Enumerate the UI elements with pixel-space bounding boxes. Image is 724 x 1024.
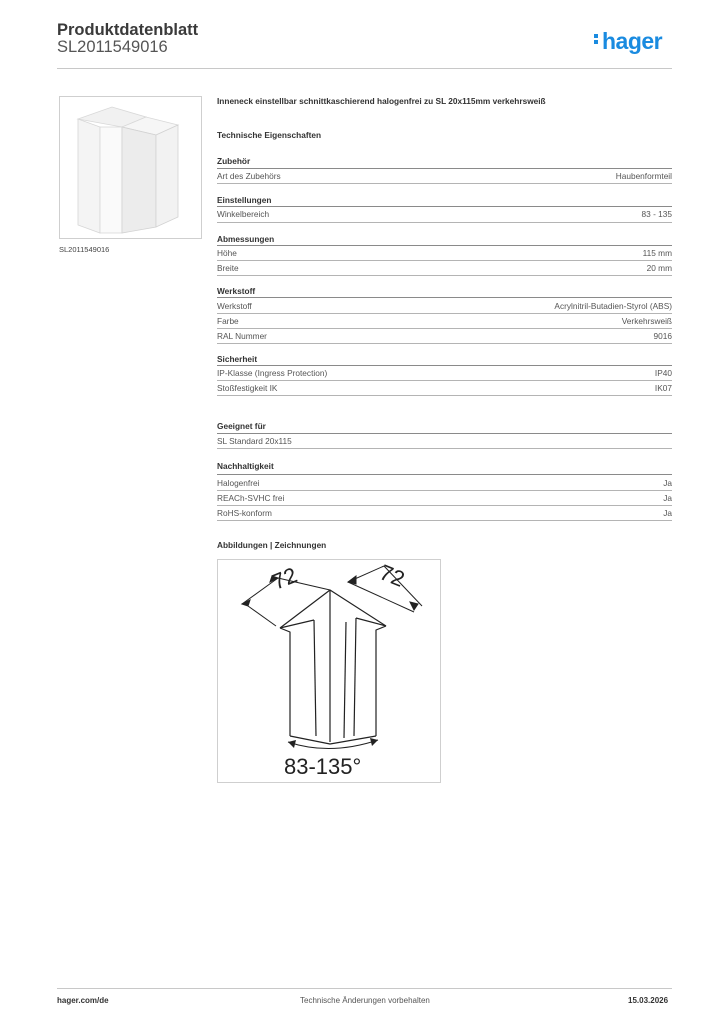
row-label: IP-Klasse (Ingress Protection) (217, 368, 328, 378)
row-value: 83 - 135 (641, 209, 672, 219)
row-divider (217, 395, 672, 396)
row-divider (217, 328, 672, 329)
logo-dots-icon (594, 32, 600, 46)
section-title-nachhaltigkeit: Nachhaltigkeit (217, 461, 274, 471)
row-value: Haubenformteil (615, 171, 672, 181)
table-row (217, 478, 672, 488)
section-title-zubehoer: Zubehör (217, 156, 251, 166)
section-divider (217, 474, 672, 475)
row-value: Ja (663, 478, 672, 488)
row-label: RoHS-konform (217, 508, 272, 518)
section-divider (217, 245, 672, 246)
row-divider (217, 520, 672, 521)
product-code: SL2011549016 (57, 38, 168, 56)
section-divider (217, 206, 672, 207)
image-caption: SL2011549016 (59, 245, 110, 254)
table-row (217, 301, 672, 311)
row-label: Winkelbereich (217, 209, 270, 219)
row-divider (217, 448, 672, 449)
row-divider (217, 313, 672, 314)
row-value: Ja (663, 493, 672, 503)
section-divider (217, 168, 672, 169)
row-value: Acrylnitril-Butadien-Styrol (ABS) (554, 301, 672, 311)
row-divider (217, 260, 672, 261)
row-label: Höhe (217, 248, 237, 258)
section-divider (217, 297, 672, 298)
footer-website-link[interactable]: hager.com/de (57, 996, 109, 1005)
page-title: Produktdatenblatt (57, 21, 199, 39)
row-label: Halogenfrei (217, 478, 260, 488)
section-title-sicherheit: Sicherheit (217, 354, 258, 364)
table-row (217, 263, 672, 273)
row-label: SL Standard 20x115 (217, 436, 292, 446)
row-value: 20 mm (646, 263, 672, 273)
section-divider (217, 433, 672, 434)
table-row (217, 331, 672, 341)
row-label: REACh-SVHC frei (217, 493, 285, 503)
section-title-geeignet: Geeignet für (217, 421, 266, 431)
table-row (217, 209, 672, 219)
product-title: Inneneck einstellbar schnittkaschierend halogenfrei zu SL 20x115mm verkehrsweiß (217, 96, 546, 106)
row-label: Werkstoff (217, 301, 252, 311)
row-value: IK07 (654, 383, 672, 393)
row-value: 9016 (653, 331, 672, 341)
row-label: Stoßfestigkeit IK (217, 383, 278, 393)
tech-properties-heading: Technische Eigenschaften (217, 130, 322, 140)
row-label: Art des Zubehörs (217, 171, 281, 181)
header-divider (57, 68, 672, 69)
row-divider (217, 222, 672, 223)
dimension-left-label: 72 (268, 562, 301, 595)
footer-notice: Technische Änderungen vorbehalten (300, 996, 430, 1005)
table-row (217, 493, 672, 503)
row-value: Verkehrsweiß (621, 316, 672, 326)
row-label: Farbe (217, 316, 239, 326)
row-label: Breite (217, 263, 239, 273)
row-divider (217, 183, 672, 184)
footer-date: 15.03.2026 (628, 996, 669, 1005)
table-row (217, 248, 672, 258)
row-divider (217, 505, 672, 506)
logo-text: hager (602, 28, 663, 54)
table-row (217, 368, 672, 378)
row-value: 115 mm (642, 248, 672, 258)
section-title-drawings: Abbildungen | Zeichnungen (217, 540, 327, 550)
product-image (59, 96, 202, 239)
table-row (217, 171, 672, 181)
row-value: IP40 (654, 368, 672, 378)
section-title-einstellungen: Einstellungen (217, 195, 272, 205)
dimension-right-label: 72 (376, 560, 409, 592)
row-divider (217, 380, 672, 381)
hager-logo (594, 28, 662, 55)
table-row (217, 316, 672, 326)
table-row (217, 508, 672, 518)
row-divider (217, 343, 672, 344)
angle-range-label: 83-135° (284, 754, 362, 779)
row-label: RAL Nummer (217, 331, 267, 341)
section-divider (217, 365, 672, 366)
section-title-abmessungen: Abmessungen (217, 234, 275, 244)
table-row (217, 436, 672, 446)
footer-divider (57, 988, 672, 989)
row-divider (217, 490, 672, 491)
row-value: Ja (663, 508, 672, 518)
section-title-werkstoff: Werkstoff (217, 286, 256, 296)
technical-drawing (217, 559, 441, 783)
table-row (217, 383, 672, 393)
row-divider (217, 275, 672, 276)
